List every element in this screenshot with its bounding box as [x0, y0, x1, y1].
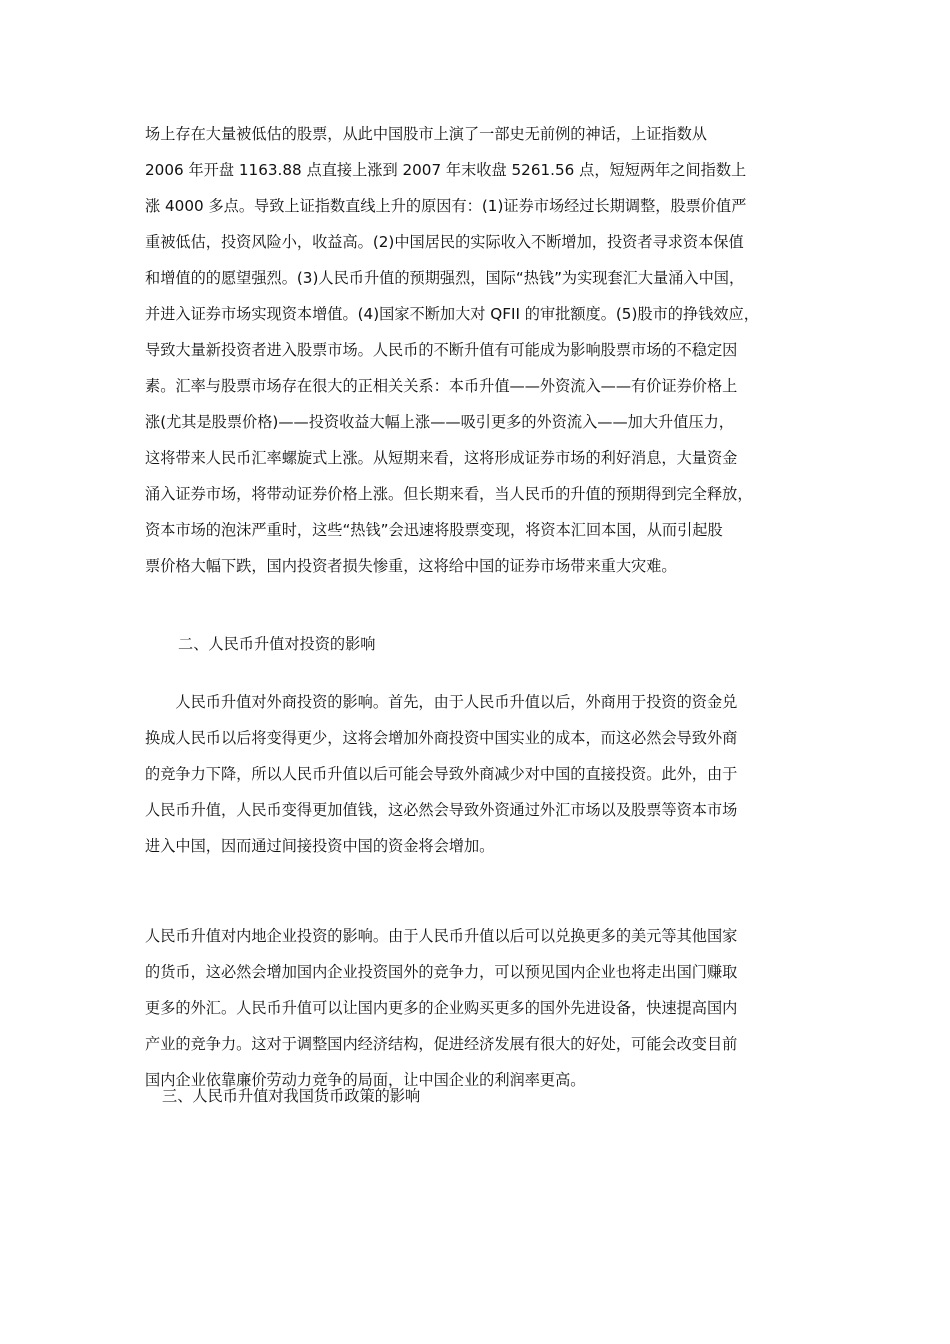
- text-line: 人民币升值对内地企业投资的影响。由于人民币升值以后可以兑换更多的美元等其他国家: [145, 927, 738, 945]
- paragraph-stock-market: [145, 116, 815, 584]
- text-line: 和增值的的愿望强烈。(3)人民币升值的预期强烈，国际“热钱”为实现套汇大量涌入中国，: [145, 269, 745, 287]
- text-line: 涨 4000 多点。导致上证指数直线上升的原因有：(1)证券市场经过长期调整，股票价值严: [145, 197, 747, 215]
- text-line: 并进入证券市场实现资本增值。(4)国家不断加大对 QFII 的审批额度。(5)股市的挣钱效应，: [145, 305, 759, 323]
- text-line: 这将带来人民币汇率螺旋式上涨。从短期来看，这将形成证券市场的利好消息，大量资金: [145, 449, 738, 467]
- text-line: 的货币，这必然会增加国内企业投资国外的竞争力，可以预见国内企业也将走出国门赚取: [145, 963, 738, 981]
- section-heading-investment: 二、人民币升值对投资的影响: [178, 635, 376, 653]
- text-line: 进入中国，因而通过间接投资中国的资金将会增加。: [145, 837, 495, 855]
- text-line: 涨(尤其是股票价格)——投资收益大幅上涨——吸引更多的外资流入——加大升值压力，: [145, 413, 734, 431]
- text-line: 涌入证券市场，将带动证券价格上涨。但长期来看，当人民币的升值的预期得到完全释放，: [145, 485, 753, 503]
- section-heading-monetary-policy: 三、人民币升值对我国货币政策的影响: [162, 1087, 421, 1105]
- text-line: 人民币升值，人民币变得更加值钱，这必然会导致外资通过外汇市场以及股票等资本市场: [145, 801, 738, 819]
- text-line: 产业的竞争力。这对于调整国内经济结构，促进经济发展有很大的好处，可能会改变目前: [145, 1035, 738, 1053]
- text-line: 换成人民币以后将变得更少，这将会增加外商投资中国实业的成本，而这必然会导致外商: [145, 729, 738, 747]
- text-line: 人民币升值对外商投资的影响。首先，由于人民币升值以后，外商用于投资的资金兑: [145, 693, 738, 711]
- text-line: 导致大量新投资者进入股票市场。人民币的不断升值有可能成为影响股票市场的不稳定因: [145, 341, 738, 359]
- paragraph-domestic-investment: [145, 918, 815, 1098]
- text-line: 更多的外汇。人民币升值可以让国内更多的企业购买更多的国外先进设备，快速提高国内: [145, 999, 738, 1017]
- text-line: 国内企业依靠廉价劳动力竞争的局面，让中国企业的利润率更高。: [145, 1071, 586, 1089]
- text-line: 2006 年开盘 1163.88 点直接上涨到 2007 年末收盘 5261.56 点，短短两年之间指数上: [145, 161, 747, 179]
- paragraph-foreign-investment: [145, 684, 815, 864]
- text-line: 资本市场的泡沫严重时，这些“热钱”会迅速将股票变现，将资本汇回本国，从而引起股: [145, 521, 723, 539]
- text-line: 场上存在大量被低估的股票，从此中国股市上演了一部史无前例的神话，上证指数从: [145, 125, 707, 143]
- text-line: 的竞争力下降，所以人民币升值以后可能会导致外商减少对中国的直接投资。此外，由于: [145, 765, 738, 783]
- text-line: 素。汇率与股票市场存在很大的正相关关系：本币升值——外资流入——有价证券价格上: [145, 377, 738, 395]
- text-line: 重被低估，投资风险小，收益高。(2)中国居民的实际收入不断增加，投资者寻求资本保值: [145, 233, 744, 251]
- text-line: 票价格大幅下跌，国内投资者损失惨重，这将给中国的证券市场带来重大灾难。: [145, 557, 677, 575]
